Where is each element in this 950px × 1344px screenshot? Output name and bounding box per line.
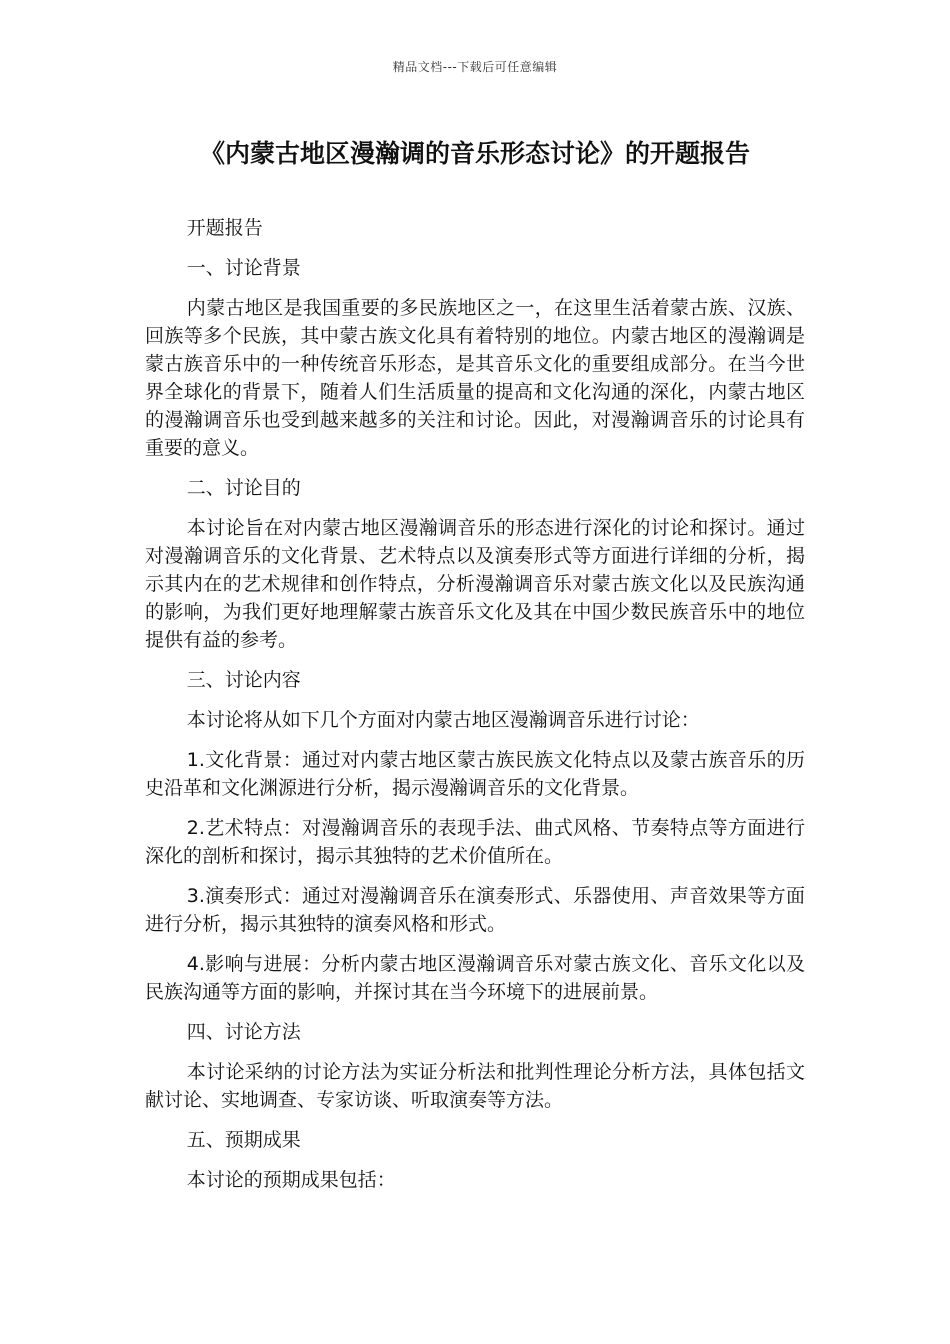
paragraph-report-label: 开题报告	[186, 217, 263, 239]
paragraph-background: 内蒙古地区是我国重要的多民族地区之一，在这里生活着蒙古族、汉族、回族等多个民族，其中蒙古族文化具有着特别的地位。内蒙古地区的漫瀚调是蒙古族音乐中的一种传统音乐形态，是其音乐文化的重要组成部分。在当今世界全球化的背景下，随着人们生活质量的提高和文化沟通的深化，内蒙古地区的漫瀚调音乐也受到越来越多的关注和讨论。因此，对漫瀚调音乐的讨论具有重要的意义。	[145, 297, 805, 459]
list-item-performance-form: 3.演奏形式：通过对漫瀚调音乐在演奏形式、乐器使用、声音效果等方面进行分析，揭示其独特的演奏风格和形式。	[145, 885, 805, 935]
list-item-artistic-features: 2.艺术特点：对漫瀚调音乐的表现手法、曲式风格、节奏特点等方面进行深化的剖析和探讨，揭示其独特的艺术价值所在。	[145, 817, 805, 867]
list-item-influence-development: 4.影响与进展：分析内蒙古地区漫瀚调音乐对蒙古族文化、音乐文化以及民族沟通等方面的影响，并探讨其在当今环境下的进展前景。	[145, 953, 805, 1003]
section-heading-content: 三、讨论内容	[186, 669, 301, 691]
document-title: 《内蒙古地区漫瀚调的音乐形态讨论》的开题报告	[199, 139, 750, 168]
section-heading-methods: 四、讨论方法	[186, 1021, 301, 1043]
paragraph-expected-results: 本讨论的预期成果包括：	[186, 1169, 396, 1191]
document-body	[145, 214, 805, 1206]
paragraph-content-intro: 本讨论将从如下几个方面对内蒙古地区漫瀚调音乐进行讨论：	[186, 709, 700, 731]
page-header-note: 精品文档---下载后可任意编辑	[392, 60, 558, 74]
paragraph-methods: 本讨论采纳的讨论方法为实证分析法和批判性理论分析方法，具体包括文献讨论、实地调查、专家访谈、听取演奏等方法。	[145, 1061, 805, 1111]
section-heading-expected-results: 五、预期成果	[186, 1129, 301, 1151]
section-heading-background: 一、讨论背景	[186, 257, 301, 279]
paragraph-purpose: 本讨论旨在对内蒙古地区漫瀚调音乐的形态进行深化的讨论和探讨。通过对漫瀚调音乐的文化背景、艺术特点以及演奏形式等方面进行详细的分析，揭示其内在的艺术规律和创作特点，分析漫瀚调音乐对蒙古族文化以及民族沟通的影响，为我们更好地理解蒙古族音乐文化及其在中国少数民族音乐中的地位提供有益的参考。	[145, 517, 805, 651]
section-heading-purpose: 二、讨论目的	[186, 477, 301, 499]
list-item-cultural-background: 1.文化背景：通过对内蒙古地区蒙古族民族文化特点以及蒙古族音乐的历史沿革和文化渊源进行分析，揭示漫瀚调音乐的文化背景。	[145, 749, 805, 799]
